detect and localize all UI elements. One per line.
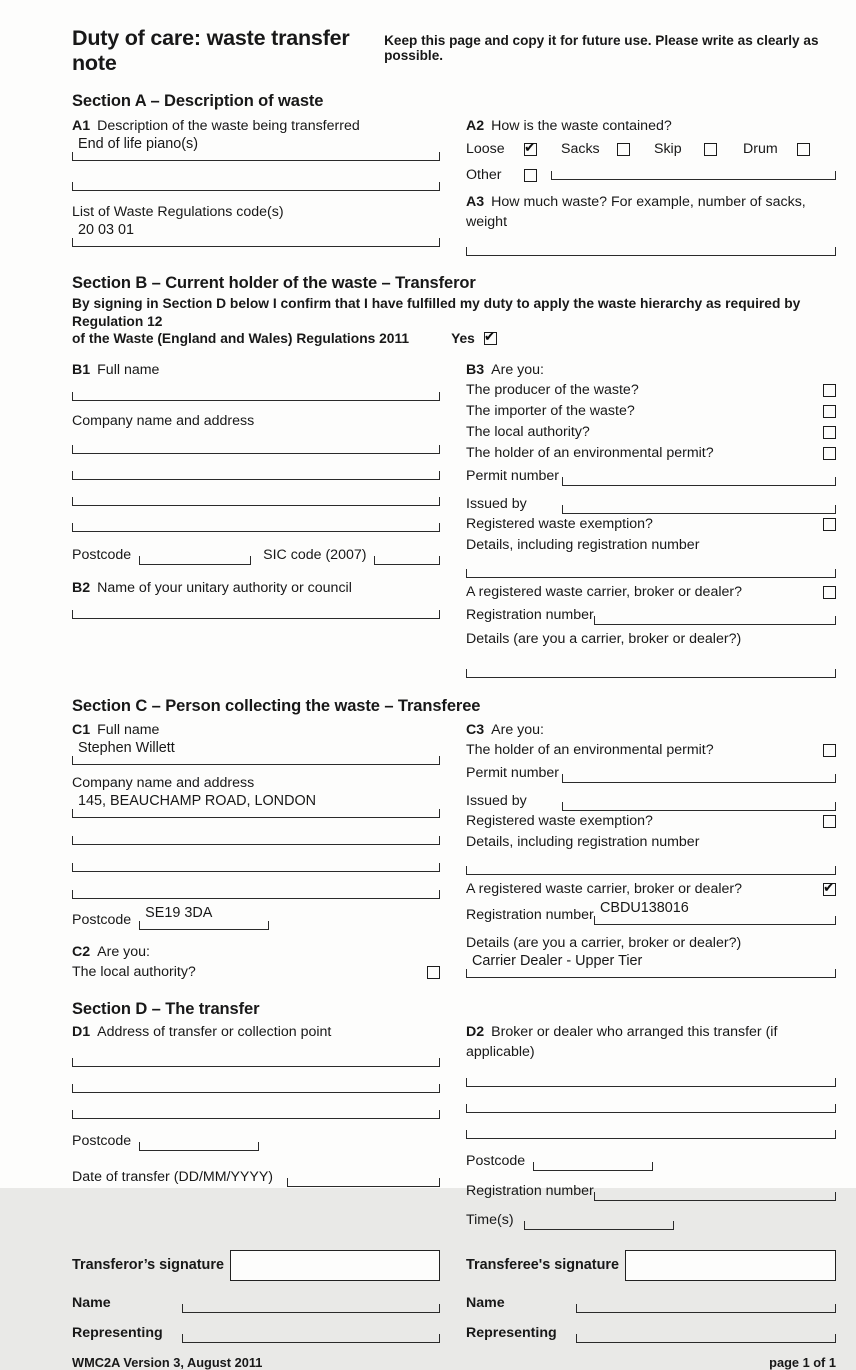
footer [72,1352,836,1370]
c-carrier-row [466,879,836,900]
skip-checkbox[interactable] [704,143,717,156]
b-details-carrier-label: Details (are you a carrier, broker or dealer?) [466,630,742,647]
transferor-name-field[interactable] [182,1304,440,1313]
yes-checkbox[interactable] [484,332,497,345]
d2-postcode-row [466,1151,836,1171]
b1-id: B1 [72,361,91,378]
sacks-label: Sacks [561,141,600,157]
drum-checkbox[interactable] [797,143,810,156]
c1-fullname-value: Stephen Willett [78,739,175,756]
a3-label: A3 How much waste? For example, number of sacks, weight [466,194,806,230]
b-company-field-1[interactable] [72,445,440,454]
c-details-reg-label: Details, including registration number [466,833,700,850]
c-company-field-2[interactable] [72,836,440,845]
page-subtitle: Keep this page and copy it for future use. Please write as clearly as possible. [384,33,819,63]
b-intro-line1: By signing in Section D below I confirm that I have fulfilled my duty to apply the waste hierarchy as required by Regulation 12 [72,296,801,329]
transferee-name-field[interactable] [576,1304,836,1313]
b2-authority-field[interactable] [72,610,440,619]
transferee-representing-row [466,1323,836,1343]
d1-address-field-2[interactable] [72,1084,440,1093]
b-issued-by-label: Issued by [466,495,527,512]
d1-address-field-1[interactable] [72,1058,440,1067]
section-b-title: Section B – Current holder of the waste – Transferor [72,274,476,292]
b-exemption-row [466,514,836,535]
c2-local-authority-label: The local authority? [72,964,196,980]
b2-id: B2 [72,579,91,596]
b-intro-line2: of the Waste (England and Wales) Regulations 2011 [72,331,410,346]
d1-date-field[interactable] [287,1178,440,1187]
b-permit-number-label: Permit number [466,467,560,484]
c-issued-by-label: Issued by [466,792,527,809]
b3-importer-row [466,401,836,422]
a2-id: A2 [466,118,485,134]
c-details-reg-field[interactable] [466,866,836,875]
transferor-signature-box[interactable] [230,1250,440,1281]
b3-permit-holder-label: The holder of an environmental permit? [466,445,714,461]
transferor-representing-label: Representing [72,1324,163,1341]
page-title: Duty of care: waste transfer note [72,26,350,75]
d2-broker-field-1[interactable] [466,1078,836,1087]
d1-date-label: Date of transfer (DD/MM/YYYY) [72,1168,274,1185]
loose-label: Loose [466,141,505,157]
transferor-representing-row [72,1323,440,1343]
d1-address-field-3[interactable] [72,1110,440,1119]
other-row [466,165,836,185]
c1-label: C1 Full name [72,721,160,738]
b-exemption-label: Registered waste exemption? [466,516,653,532]
b-exemption-checkbox[interactable] [823,518,836,531]
form-version: WMC2A Version 3, August 2011 [72,1354,263,1370]
c3-label: C3 Are you: [466,721,544,738]
d2-label: D2 Broker or dealer who arranged this transfer (if applicable) [466,1023,778,1060]
c3-permit-holder-row [466,740,836,761]
c-company-field-3[interactable] [72,863,440,872]
b-details-reg-field[interactable] [466,569,836,578]
c-exemption-label: Registered waste exemption? [466,813,653,829]
a3-field[interactable] [466,247,836,256]
d2-registration-label: Registration number [466,1182,594,1199]
low-codes-label: List of Waste Regulations code(s) [72,204,284,220]
transferee-name-row [466,1293,836,1313]
d2-postcode-label: Postcode [466,1152,526,1169]
b3-id: B3 [466,361,485,378]
b3-permit-holder-checkbox[interactable] [823,447,836,460]
b-postcode-label: Postcode [72,546,132,563]
b3-label: B3 Are you: [466,361,544,378]
c3-permit-holder-label: The holder of an environmental permit? [466,742,714,758]
a1-field[interactable] [72,136,440,161]
other-label: Other [466,167,502,183]
b-company-field-2[interactable] [72,471,440,480]
b-sic-label: SIC code (2007) [263,546,367,563]
signature-block [72,1250,836,1343]
c2-local-authority-row [72,962,440,983]
c-registration-field[interactable] [594,900,836,925]
skip-label: Skip [654,141,682,157]
a1-label: A1 Description of the waste being transferred [72,118,360,134]
c-registration-label: Registration number [466,906,594,923]
d1-date-row [72,1167,440,1187]
c3-id: C3 [466,721,485,738]
d1-postcode-row [72,1131,440,1151]
c-details-carrier-value: Carrier Dealer - Upper Tier [472,952,643,969]
c-postcode-field[interactable] [139,905,269,930]
d2-broker-field-2[interactable] [466,1104,836,1113]
b-intro-line2-row [72,330,836,348]
b3-producer-checkbox[interactable] [823,384,836,397]
transferor-representing-field[interactable] [182,1334,440,1343]
b-postcode-field[interactable] [139,556,251,565]
d2-postcode-field[interactable] [533,1162,653,1171]
b-company-label: Company name and address [72,412,255,429]
transferor-signature-row [72,1250,440,1281]
b1-fullname-field[interactable] [72,392,440,401]
c-carrier-label: A registered waste carrier, broker or dealer? [466,881,742,897]
section-a-title: Section A – Description of waste [72,92,324,110]
c-company-value: 145, BEAUCHAMP ROAD, LONDON [78,792,317,809]
d1-label: D1 Address of transfer or collection point [72,1023,332,1040]
transferor-name-label: Name [72,1294,111,1311]
d1-id: D1 [72,1023,91,1040]
a2-label: A2 How is the waste contained? [466,118,672,134]
c1-fullname-field[interactable] [72,740,440,765]
c-company-field-1[interactable] [72,793,440,818]
low-codes-value: 20 03 01 [78,222,135,238]
b-carrier-checkbox[interactable] [823,586,836,599]
c-issued-by-field[interactable] [562,802,836,811]
b-issued-by-field[interactable] [562,505,836,514]
c-permit-number-label: Permit number [466,764,560,781]
other-field[interactable] [551,171,836,180]
contained-options [466,139,836,159]
c-company-label: Company name and address [72,774,255,791]
transferee-signature-label: Transferee's signature [466,1257,619,1273]
a1-id: A1 [72,118,91,134]
sacks-checkbox[interactable] [617,143,630,156]
c-company-field-4[interactable] [72,890,440,899]
section-b [72,360,836,678]
c-permit-number-field[interactable] [562,774,836,783]
d1-postcode-label: Postcode [72,1132,132,1149]
section-a [72,116,836,256]
c-exemption-checkbox[interactable] [823,815,836,828]
b1-label: B1 Full name [72,361,160,378]
b-company-field-3[interactable] [72,497,440,506]
d2-times-label: Time(s) [466,1211,514,1228]
b-company-field-4[interactable] [72,523,440,532]
c1-id: C1 [72,721,91,738]
loose-checkbox[interactable] [524,143,537,156]
b-sic-field[interactable] [374,556,440,565]
transferee-name-label: Name [466,1294,505,1311]
b-carrier-row [466,582,836,603]
low-codes-field[interactable] [72,222,440,247]
c-postcode-value: SE19 3DA [145,904,213,921]
section-c-title: Section C – Person collecting the waste – Transferee [72,696,481,715]
a3-id: A3 [466,194,485,210]
c-registration-row [466,900,836,925]
c-postcode-row [72,905,440,930]
section-d [72,1022,836,1230]
c3-permit-holder-checkbox[interactable] [823,744,836,757]
transferor-name-row [72,1293,440,1313]
b-issued-by-row [466,494,836,514]
b-carrier-label: A registered waste carrier, broker or dealer? [466,584,742,600]
d2-id: D2 [466,1023,485,1040]
b-registration-label: Registration number [466,606,594,623]
b-permit-number-row [466,466,836,486]
other-checkbox[interactable] [524,169,537,182]
c2-local-authority-checkbox[interactable] [427,966,440,979]
a1-field-line2[interactable] [72,182,440,191]
b-details-carrier-field[interactable] [466,669,836,678]
b-details-reg-label: Details, including registration number [466,536,700,553]
b3-permit-holder-row [466,443,836,464]
c-details-carrier-field[interactable] [466,953,836,978]
b-registration-row [466,605,836,625]
transferor-signature-label: Transferor’s signature [72,1257,224,1273]
transferee-signature-box[interactable] [625,1250,836,1281]
section-d-title: Section D – The transfer [72,999,260,1018]
section-c [72,720,836,983]
c-exemption-row [466,811,836,832]
c-registration-value: CBDU138016 [600,899,689,916]
b3-importer-checkbox[interactable] [823,405,836,418]
page-number: page 1 of 1 [769,1354,836,1370]
c-postcode-label: Postcode [72,911,132,928]
b3-local-authority-row [466,422,836,443]
d2-registration-field[interactable] [594,1192,836,1201]
a1-value: End of life piano(s) [78,136,198,152]
b3-producer-label: The producer of the waste? [466,382,639,398]
b-registration-field[interactable] [594,616,836,625]
transferee-representing-label: Representing [466,1324,557,1341]
d1-postcode-field[interactable] [139,1142,259,1151]
drum-label: Drum [743,141,778,157]
c-permit-number-row [466,763,836,783]
transferee-representing-field[interactable] [576,1334,836,1343]
d2-times-field[interactable] [524,1221,674,1230]
b2-label: B2 Name of your unitary authority or council [72,579,352,596]
b-postcode-sic-row [72,545,440,565]
title-bar [72,26,836,76]
yes-label: Yes [451,331,475,346]
c2-id: C2 [72,943,91,960]
c2-label: C2 Are you: [72,943,150,960]
d2-times-row [466,1210,836,1230]
b3-importer-label: The importer of the waste? [466,403,635,419]
c-carrier-checkbox[interactable] [823,883,836,896]
d2-broker-field-3[interactable] [466,1130,836,1139]
b3-local-authority-label: The local authority? [466,424,590,440]
d2-registration-row [466,1181,836,1201]
c-details-carrier-label: Details (are you a carrier, broker or dealer?) [466,934,742,951]
b3-local-authority-checkbox[interactable] [823,426,836,439]
b3-producer-row [466,380,836,401]
c-issued-by-row [466,791,836,811]
transferee-signature-row [466,1250,836,1281]
b-permit-number-field[interactable] [562,477,836,486]
